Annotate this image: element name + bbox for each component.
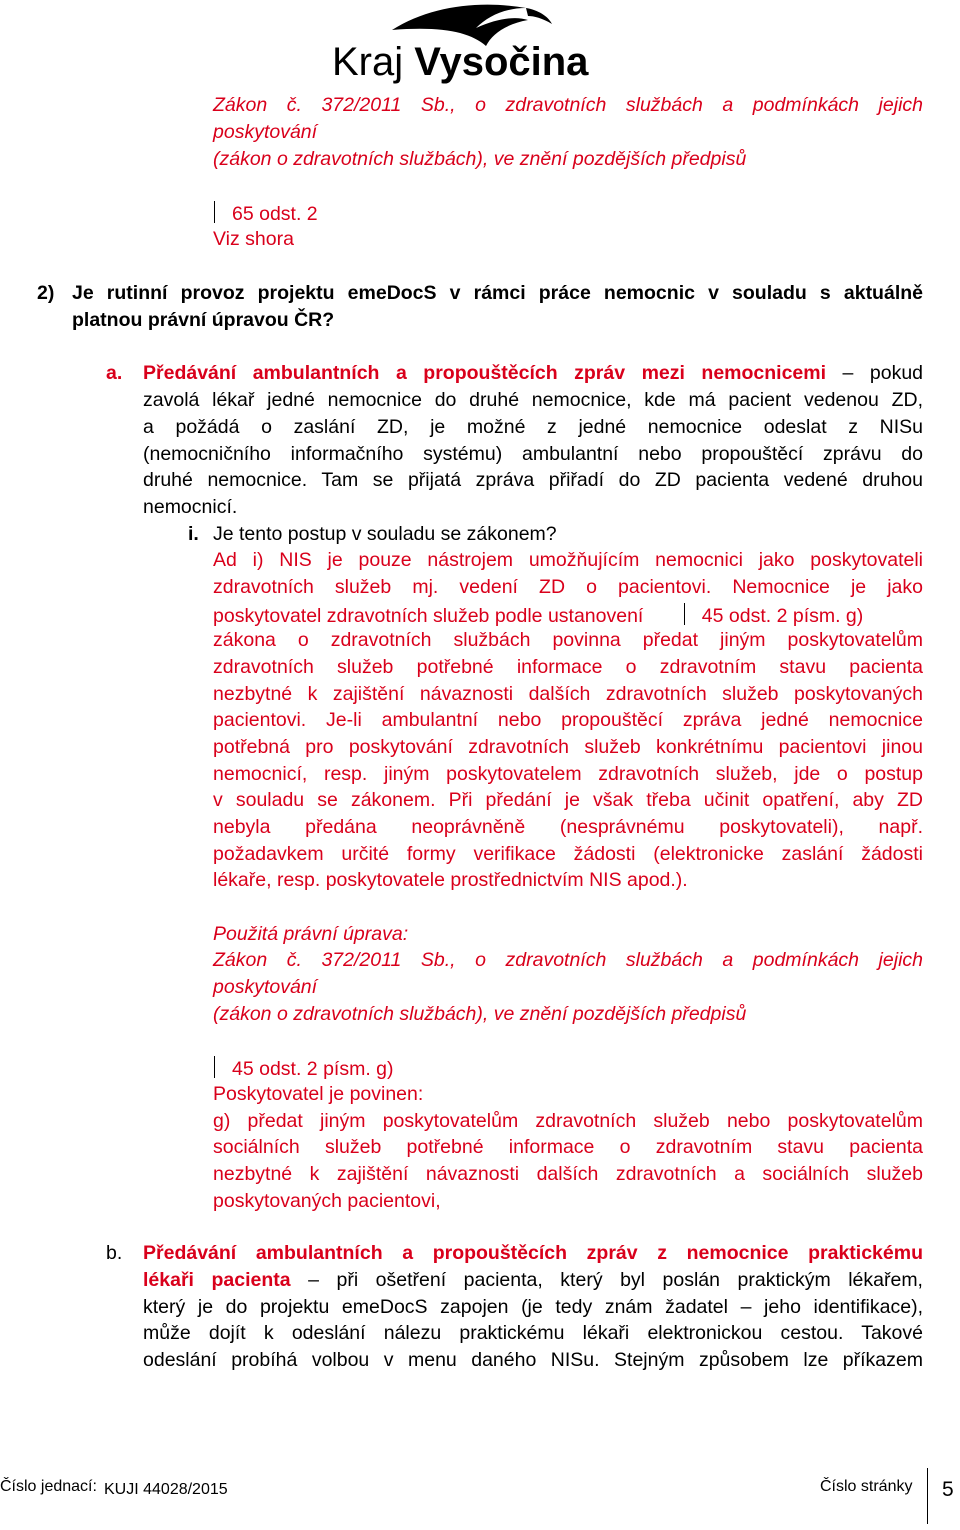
law-title-line: poskytování xyxy=(213,121,318,143)
paragraph-line: odeslání probíhá volbou v menu daného NISu. Stejným způsobem lze příkazem xyxy=(143,1349,923,1371)
law-title-line: (zákon o zdravotních službách), ve znění pozdějších předpisů xyxy=(213,148,747,170)
answer-line xyxy=(213,601,923,630)
paragraph-line: který je do projektu emeDocS zapojen (je tedy znám žadatel – jeho identifikace), xyxy=(143,1296,923,1318)
item-b-rest: – při ošetření pacienta, který byl poslán praktickým lékařem, xyxy=(290,1269,923,1291)
law-text-line: sociálních služeb potřebné informace o zdravotním stavu pacienta xyxy=(213,1136,923,1158)
section-text: 45 odst. 2 písm. g) xyxy=(232,1058,394,1080)
page-footer xyxy=(0,1468,960,1518)
law-text-line: poskytovaných pacientovi, xyxy=(213,1190,441,1212)
answer-line: zákona o zdravotních službách povinna předat jiným poskytovatelům xyxy=(213,629,923,651)
item-b-title: Předávání ambulantních a propouštěcích zpráv z nemocnice praktickému xyxy=(143,1242,923,1264)
paragraph-line: (nemocničního informačního systému) ambulantní nebo propouštěcí zprávu do xyxy=(143,443,923,465)
reference-number: KUJI 44028/2015 xyxy=(104,1481,228,1498)
sub-question: Je tento postup v souladu se zákonem? xyxy=(213,523,557,545)
answer-line: Ad i) NIS je pouze nástrojem umožňujícím nemocnici jako poskytovateli xyxy=(213,549,923,571)
item-b-title: lékaři pacienta xyxy=(143,1269,291,1291)
paragraph-line: a požádá o zaslání ZD, je možné z jedné nemocnice odeslat z NISu xyxy=(143,416,923,438)
answer-line: nebyla předána neoprávněně (nesprávnému poskytovateli), např. xyxy=(213,816,923,838)
paragraph-line: nemocnicí. xyxy=(143,496,238,518)
page-number: 5 xyxy=(942,1478,954,1501)
section-symbol-icon xyxy=(213,199,230,223)
logo-vysocina: Vysočina xyxy=(414,40,589,84)
paragraph-line: může dojít k odeslání nálezu praktickému lékaři elektronickou cestou. Takové xyxy=(143,1322,923,1344)
answer-line: zdravotních služeb potřebné informace o zdravotním stavu pacienta xyxy=(213,656,923,678)
legal-heading: Použitá právní úprava: xyxy=(213,923,409,945)
paragraph-line: druhé nemocnice. Tam se přijatá zpráva přiřadí do ZD pacienta vedené druhou xyxy=(143,469,923,491)
reference-label: Číslo jednací: xyxy=(0,1478,97,1495)
logo-wordmark xyxy=(332,42,588,82)
item-b-title-line xyxy=(143,1267,923,1294)
item-a-title: Předávání ambulantních a propouštěcích zpráv mezi nemocnicemi xyxy=(143,362,827,384)
item-marker: a. xyxy=(106,362,123,384)
answer-line: potřebná pro poskytování zdravotních služeb konkrétnímu pacientovi jinou xyxy=(213,736,923,758)
law-title-line: poskytování xyxy=(213,976,318,998)
answer-line: v souladu se zákonem. Při předání je však třeba učinit opatření, aby ZD xyxy=(213,789,923,811)
law-text-line: g) předat jiným poskytovatelům zdravotních služeb nebo poskytovatelům xyxy=(213,1110,923,1132)
law-section xyxy=(213,1054,394,1083)
page-label: Číslo stránky xyxy=(820,1478,913,1495)
footer-divider xyxy=(927,1468,928,1524)
paragraph-line: zavolá lékař jedné nemocnice do druhé nemocnice, kde má pacient vedenou ZD, xyxy=(143,389,923,411)
question-number: 2) xyxy=(37,282,55,304)
item-a-rest: – pokud xyxy=(826,362,924,384)
question-text: platnou právní úpravou ČR? xyxy=(72,309,335,331)
sub-question-marker: i. xyxy=(188,523,199,545)
answer-line: lékaře, resp. poskytovatele prostřednictvím NIS apod.). xyxy=(213,869,688,891)
answer-text: 45 odst. 2 písm. g) xyxy=(701,605,864,627)
section-symbol-icon xyxy=(683,601,700,625)
law-text-line: nezbytné k zajištění návaznosti dalších zdravotních a sociálních služeb xyxy=(213,1163,923,1185)
kraj-vysocina-logo xyxy=(330,2,590,86)
item-a-title-line xyxy=(143,360,923,387)
answer-line: nemocnicí, resp. jiným poskytovatelem zdravotních služeb, jde o postup xyxy=(213,763,923,785)
law-provider: Poskytovatel je povinen: xyxy=(213,1083,424,1105)
question-text: Je rutinní provoz projektu emeDocS v rámci práce nemocnic v souladu s aktuálně xyxy=(72,282,923,304)
viz-shora: Viz shora xyxy=(213,228,294,250)
answer-line: nezbytné k zajištění návaznosti dalších zdravotních služeb poskytovaných xyxy=(213,683,923,705)
law-title-line: Zákon č. 372/2011 Sb., o zdravotních službách a podmínkách jejich xyxy=(213,949,923,971)
law-title-line: Zákon č. 372/2011 Sb., o zdravotních službách a podmínkách jejich xyxy=(213,94,923,116)
answer-line: pacientovi. Je-li ambulantní nebo propouštěcí zpráva jedné nemocnice xyxy=(213,709,923,731)
item-marker: b. xyxy=(106,1242,123,1264)
answer-line: požadavkem určité formy verifikace žádosti (elektronicke zaslání žádosti xyxy=(213,843,923,865)
answer-text: poskytovatel zdravotních služeb podle ustanovení xyxy=(213,605,644,627)
logo-kraj: Kraj xyxy=(332,40,404,84)
section-text: 65 odst. 2 xyxy=(232,203,318,225)
law-title-line: (zákon o zdravotních službách), ve znění pozdějších předpisů xyxy=(213,1003,747,1025)
law-section xyxy=(213,199,318,228)
section-symbol-icon xyxy=(213,1054,230,1078)
answer-line: zdravotních služeb mj. vedení ZD o pacientovi. Nemocnice je jako xyxy=(213,576,923,598)
